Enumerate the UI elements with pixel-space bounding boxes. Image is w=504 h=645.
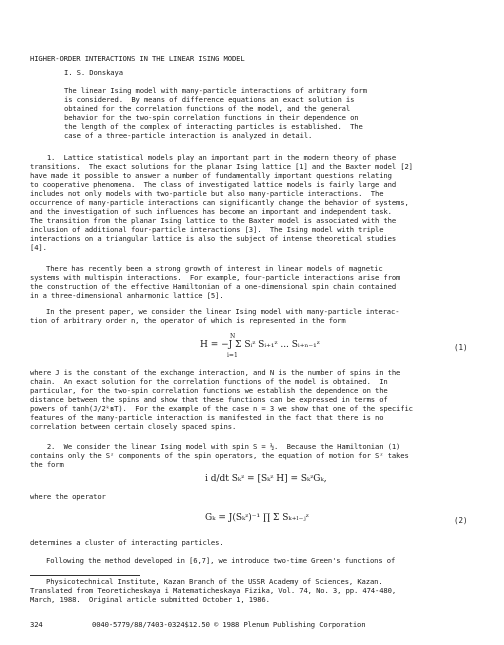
equation-motion: i d/dt Sₖᶻ = [Sₖᶻ H] = SₖᶻGₖ,: [205, 474, 327, 484]
body-line: 2. We consider the linear Ising model with spin S = ½. Because the Hamiltonian (1): [30, 442, 401, 451]
paper-title: HIGHER-ORDER INTERACTIONS IN THE LINEAR ISING MODEL: [30, 54, 245, 63]
body-line: determines a cluster of interacting particles.: [30, 538, 224, 547]
body-line: powers of tanh(J/2ᵏʙT). For the example of the case n = 3 we show that one of the specific: [30, 404, 413, 413]
body-line: correlation between certain closely spaced spins.: [30, 422, 237, 431]
footnote-rule: [30, 575, 140, 576]
page-number: 324: [30, 620, 43, 629]
body-line: the construction of the effective Hamiltonian of a one-dimensional spin chain contained: [30, 282, 397, 291]
equation-number-1: (1): [454, 343, 468, 352]
author-name: I. S. Donskaya: [64, 68, 123, 77]
body-line: includes not only models with two-particle but also many-particle interactions. The: [30, 189, 384, 198]
footnote-line: March, 1988. Original article submitted October 1, 1986.: [30, 595, 270, 604]
abstract-line: is considered. By means of difference equations an exact solution is: [64, 95, 355, 104]
equation-1: H = −J Σ Sᵢᶻ Sᵢ₊₁ᶻ ... Sᵢ₊ₙ₋₁ᶻ: [200, 340, 320, 350]
body-line: inclusion of additional four-particle interactions [3]. The Ising model with triple: [30, 225, 384, 234]
body-line: and the investigation of such influences has become an important and independent task.: [30, 207, 392, 216]
body-line: systems with multispin interactions. For example, four-particle interactions arise from: [30, 273, 401, 282]
body-line: features of the many-particle interaction is manifested in the fact that there is no: [30, 413, 384, 422]
body-line: where J is the constant of the exchange interaction, and N is the number of spins in the: [30, 368, 401, 377]
footnote-line: Physicotechnical Institute, Kazan Branch of the USSR Academy of Sciences, Kazan.: [46, 577, 383, 586]
abstract-line: behavior for the two-spin correlation functions in their dependence on: [64, 113, 359, 122]
body-line: There has recently been a strong growth of interest in linear models of magnetic: [46, 264, 383, 273]
body-line: The transition from the planar Ising lattice to the Baxter model is associated with the: [30, 216, 397, 225]
body-line: distance between the spins and show that these functions can be expressed in terms of: [30, 395, 388, 404]
body-line: occurrence of many-particle interactions can significantly change the behavior of systems,: [30, 198, 409, 207]
abstract-line: obtained for the correlation functions of the model, and the general: [64, 104, 351, 113]
body-line: In the present paper, we consider the linear Ising model with many-particle interac-: [46, 307, 400, 316]
body-line: Following the method developed in [6,7], we introduce two-time Green's functions of: [46, 556, 396, 565]
body-line: particular, for the two-spin correlation functions we establish the dependence on the: [30, 386, 388, 395]
publication-footer: 0040-5779/88/7403-0324$12.50 © 1988 Plenum Publishing Corporation: [92, 620, 366, 629]
body-line: tion of arbitrary order n, the operator of which is represented in the form: [30, 316, 346, 325]
body-line: transitions. The exact solutions for the planar Ising lattice [1] and the Baxter model [2]: [30, 162, 413, 171]
equation-2: Gₖ = J(Sₖᶻ)⁻¹ ∏ Σ Sₖ₊ₗ₋ⱼᶻ: [205, 513, 309, 523]
abstract-line: The linear Ising model with many-particle interactions of arbitrary form: [64, 86, 367, 95]
body-line: in a three-dimensional anharmonic lattice [5].: [30, 291, 224, 300]
body-line: [4].: [30, 243, 47, 252]
body-line: interactions on a triangular lattice is also the subject of intense theoretical studies: [30, 234, 397, 243]
body-line: have made it possible to answer a number of fundamentally important questions relating: [30, 171, 392, 180]
sum-lower-limit: i=1: [227, 352, 238, 359]
body-line: the form: [30, 460, 64, 469]
body-line: 1. Lattice statistical models play an important part in the modern theory of phase: [30, 153, 397, 162]
body-line: chain. An exact solution for the correlation functions of the model is obtained. In: [30, 377, 388, 386]
abstract-line: the length of the complex of interacting particles is established. The: [64, 122, 363, 131]
abstract-line: case of a three-particle interaction is analyzed in detail.: [64, 131, 313, 140]
body-line: where the operator: [30, 492, 106, 501]
body-line: to cooperative phenomena. The class of investigated lattice models is fairly large and: [30, 180, 397, 189]
equation-number-2: (2): [454, 516, 468, 525]
sum-upper-limit: N: [230, 333, 236, 340]
footnote-line: Translated from Teoreticheskaya i Matematicheskaya Fizika, Vol. 74, No. 3, pp. 474-480,: [30, 586, 397, 595]
body-line: contains only the Sᶻ components of the spin operators, the equation of motion for Sᶻ takes: [30, 451, 409, 460]
